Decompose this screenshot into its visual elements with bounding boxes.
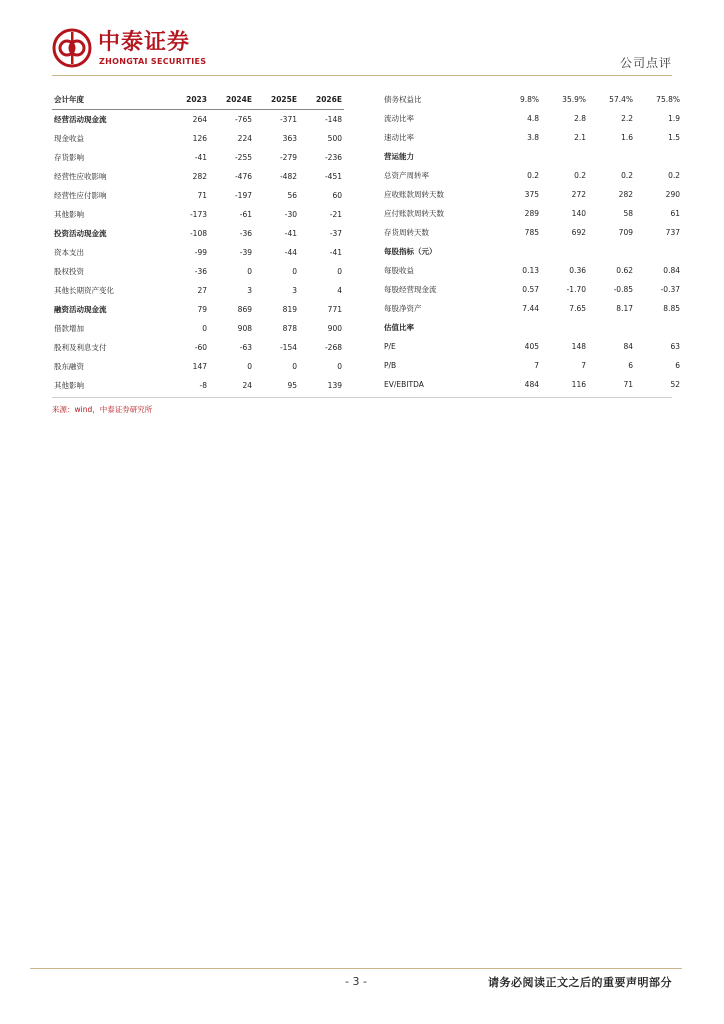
row-value: 709 bbox=[618, 228, 633, 237]
row-value bbox=[494, 147, 541, 166]
row-value: 737 bbox=[665, 228, 680, 237]
row-label: 应付账款周转天数 bbox=[384, 209, 444, 218]
row-value: 63 bbox=[670, 342, 680, 351]
table-row bbox=[382, 280, 682, 299]
table-row bbox=[52, 319, 344, 338]
row-value: 116 bbox=[571, 380, 586, 389]
row-value: 1.6 bbox=[621, 133, 633, 142]
row-value: 264 bbox=[192, 115, 207, 124]
row-value: 0.62 bbox=[616, 266, 633, 275]
row-label: 经营性应付影响 bbox=[54, 191, 107, 200]
row-value: 4 bbox=[337, 286, 342, 295]
table-row bbox=[52, 300, 344, 319]
row-value: -279 bbox=[279, 153, 297, 162]
logo-english-name: ZHONGTAI SECURITIES bbox=[99, 57, 207, 66]
header-cell: 2025E bbox=[254, 90, 299, 110]
row-value: 2.1 bbox=[574, 133, 586, 142]
table-row bbox=[52, 357, 344, 376]
row-value: 0 bbox=[337, 267, 342, 276]
table-header-row bbox=[52, 90, 344, 110]
row-label: 现金收益 bbox=[54, 134, 84, 143]
row-value: 0 bbox=[292, 362, 297, 371]
table-row bbox=[382, 375, 682, 394]
page-header bbox=[0, 0, 724, 82]
header-cell: 2023 bbox=[164, 90, 209, 110]
table-row bbox=[382, 147, 682, 166]
row-label: 每股经营现金流 bbox=[384, 285, 437, 294]
row-value: 1.9 bbox=[668, 114, 680, 123]
row-value: 60 bbox=[332, 191, 342, 200]
row-value: 57.4% bbox=[609, 95, 633, 104]
row-value: 4.8 bbox=[527, 114, 539, 123]
row-value: 289 bbox=[524, 209, 539, 218]
row-value: -8 bbox=[199, 381, 207, 390]
row-value: 908 bbox=[237, 324, 252, 333]
table-row bbox=[382, 223, 682, 242]
row-value: 126 bbox=[192, 134, 207, 143]
row-value: 0 bbox=[247, 267, 252, 276]
row-value: 0.84 bbox=[663, 266, 680, 275]
header-cell: 会计年度 bbox=[52, 90, 164, 110]
row-value: 0.2 bbox=[574, 171, 586, 180]
row-label: 每股净资产 bbox=[384, 304, 422, 313]
row-label: 估值比率 bbox=[384, 323, 414, 332]
row-value: -37 bbox=[329, 229, 342, 238]
row-value: -60 bbox=[194, 343, 207, 352]
row-value: 0.2 bbox=[668, 171, 680, 180]
row-value: 282 bbox=[192, 172, 207, 181]
row-label: P/B bbox=[384, 361, 397, 370]
row-value: 8.17 bbox=[616, 304, 633, 313]
row-value: -61 bbox=[239, 210, 252, 219]
row-value bbox=[494, 318, 541, 337]
row-value: 2.2 bbox=[621, 114, 633, 123]
row-value: 500 bbox=[327, 134, 342, 143]
row-value: -30 bbox=[284, 210, 297, 219]
row-value: 61 bbox=[670, 209, 680, 218]
row-value bbox=[635, 318, 682, 337]
row-value: 3 bbox=[292, 286, 297, 295]
row-value: 375 bbox=[524, 190, 539, 199]
logo-chinese-name: 中泰证券 bbox=[98, 30, 191, 55]
cash-flow-table bbox=[52, 90, 344, 395]
row-value: 139 bbox=[327, 381, 342, 390]
row-value bbox=[588, 318, 635, 337]
row-label: 存货周转天数 bbox=[384, 228, 429, 237]
row-value: 35.9% bbox=[562, 95, 586, 104]
row-label: P/E bbox=[384, 342, 396, 351]
row-value: -236 bbox=[324, 153, 342, 162]
row-value: -108 bbox=[189, 229, 207, 238]
row-label: EV/EBITDA bbox=[384, 380, 424, 389]
row-value bbox=[588, 242, 635, 261]
row-value: 869 bbox=[237, 305, 252, 314]
footer-divider bbox=[30, 968, 682, 969]
table-row bbox=[382, 166, 682, 185]
table-row bbox=[52, 129, 344, 148]
company-logo bbox=[52, 28, 222, 72]
row-value: 878 bbox=[282, 324, 297, 333]
ratio-table bbox=[382, 90, 682, 394]
row-value: 75.8% bbox=[656, 95, 680, 104]
row-value: -482 bbox=[279, 172, 297, 181]
table-row bbox=[382, 185, 682, 204]
row-value: -451 bbox=[324, 172, 342, 181]
row-label: 其他长期资产变化 bbox=[54, 286, 114, 295]
row-value: 3.8 bbox=[527, 133, 539, 142]
table-row bbox=[382, 261, 682, 280]
table-row bbox=[382, 109, 682, 128]
row-value: 819 bbox=[282, 305, 297, 314]
row-value: -154 bbox=[279, 343, 297, 352]
header-divider bbox=[52, 75, 672, 76]
row-value: 224 bbox=[237, 134, 252, 143]
financial-tables bbox=[52, 90, 680, 400]
row-value: 3 bbox=[247, 286, 252, 295]
table-row bbox=[382, 299, 682, 318]
table-row bbox=[52, 205, 344, 224]
row-value: 52 bbox=[670, 380, 680, 389]
row-label: 每股收益 bbox=[384, 266, 414, 275]
row-value: 900 bbox=[327, 324, 342, 333]
row-value: 771 bbox=[327, 305, 342, 314]
row-value: -173 bbox=[189, 210, 207, 219]
table-row bbox=[382, 337, 682, 356]
row-value bbox=[494, 242, 541, 261]
row-value: 0.57 bbox=[522, 285, 539, 294]
row-label: 经营活动现金流 bbox=[54, 115, 107, 124]
row-value: 7 bbox=[534, 361, 539, 370]
row-value: 95 bbox=[287, 381, 297, 390]
table-row bbox=[382, 128, 682, 147]
row-value: 148 bbox=[571, 342, 586, 351]
row-value: -44 bbox=[284, 248, 297, 257]
table-bottom-divider bbox=[52, 397, 672, 398]
row-value: 9.8% bbox=[519, 95, 539, 104]
row-label: 投资活动现金流 bbox=[54, 229, 107, 238]
row-value: 272 bbox=[571, 190, 586, 199]
table-row bbox=[52, 281, 344, 300]
row-value: 71 bbox=[623, 380, 633, 389]
row-value: -268 bbox=[324, 343, 342, 352]
row-value: 484 bbox=[524, 380, 539, 389]
source-note: 来源：wind，中泰证券研究所 bbox=[52, 405, 153, 414]
row-value: -41 bbox=[194, 153, 207, 162]
row-value: 6 bbox=[628, 361, 633, 370]
page-number: - 3 - bbox=[345, 975, 367, 988]
row-value: 27 bbox=[197, 286, 207, 295]
row-value: 7.44 bbox=[522, 304, 539, 313]
row-value: 0 bbox=[292, 267, 297, 276]
row-label: 其他影响 bbox=[54, 210, 84, 219]
table-row bbox=[52, 243, 344, 262]
row-value: -197 bbox=[234, 191, 252, 200]
zhongtai-logo-icon bbox=[52, 28, 92, 68]
row-label: 股权投资 bbox=[54, 267, 84, 276]
row-value: 7 bbox=[581, 361, 586, 370]
row-value: -21 bbox=[329, 210, 342, 219]
row-value: 8.85 bbox=[663, 304, 680, 313]
row-value: -99 bbox=[194, 248, 207, 257]
row-value: 56 bbox=[287, 191, 297, 200]
row-value: 58 bbox=[623, 209, 633, 218]
row-value: 147 bbox=[192, 362, 207, 371]
row-value: -476 bbox=[234, 172, 252, 181]
row-value: 6 bbox=[675, 361, 680, 370]
row-value: 71 bbox=[197, 191, 207, 200]
row-label: 借款增加 bbox=[54, 324, 84, 333]
row-label: 股利及利息支付 bbox=[54, 343, 107, 352]
header-cell: 2024E bbox=[209, 90, 254, 110]
disclaimer-note: 请务必阅读正文之后的重要声明部分 bbox=[488, 976, 672, 989]
row-value: 0 bbox=[337, 362, 342, 371]
table-row bbox=[52, 338, 344, 357]
row-value: -255 bbox=[234, 153, 252, 162]
row-value bbox=[541, 242, 588, 261]
row-value: -41 bbox=[284, 229, 297, 238]
table-row bbox=[52, 148, 344, 167]
row-value: -36 bbox=[194, 267, 207, 276]
header-cell: 2026E bbox=[299, 90, 344, 110]
row-value: 290 bbox=[665, 190, 680, 199]
table-row bbox=[52, 224, 344, 243]
row-label: 速动比率 bbox=[384, 133, 414, 142]
row-label: 股东融资 bbox=[54, 362, 84, 371]
row-value: 140 bbox=[571, 209, 586, 218]
row-value: 692 bbox=[571, 228, 586, 237]
row-label: 总资产周转率 bbox=[384, 171, 429, 180]
table-row bbox=[52, 376, 344, 395]
row-value bbox=[541, 318, 588, 337]
row-label: 资本支出 bbox=[54, 248, 84, 257]
row-value: -0.85 bbox=[613, 285, 633, 294]
row-label: 营运能力 bbox=[384, 152, 414, 161]
row-value: 785 bbox=[524, 228, 539, 237]
row-value: 7.65 bbox=[569, 304, 586, 313]
row-value bbox=[541, 147, 588, 166]
row-value: 0.36 bbox=[569, 266, 586, 275]
row-value: 79 bbox=[197, 305, 207, 314]
row-label: 融资活动现金流 bbox=[54, 305, 107, 314]
row-value: 363 bbox=[282, 134, 297, 143]
row-label: 存货影响 bbox=[54, 153, 84, 162]
row-value: 282 bbox=[618, 190, 633, 199]
table-row bbox=[52, 186, 344, 205]
table-row bbox=[382, 318, 682, 337]
table-row bbox=[382, 242, 682, 261]
row-label: 经营性应收影响 bbox=[54, 172, 107, 181]
row-value bbox=[588, 147, 635, 166]
row-label: 债务权益比 bbox=[384, 95, 422, 104]
row-value: -0.37 bbox=[660, 285, 680, 294]
row-value: -148 bbox=[324, 115, 342, 124]
row-value: 2.8 bbox=[574, 114, 586, 123]
row-value: -765 bbox=[234, 115, 252, 124]
row-value: -41 bbox=[329, 248, 342, 257]
row-value: 0.2 bbox=[621, 171, 633, 180]
row-value: 1.5 bbox=[668, 133, 680, 142]
row-value: 84 bbox=[623, 342, 633, 351]
row-value: 24 bbox=[242, 381, 252, 390]
row-value: -1.70 bbox=[566, 285, 586, 294]
table-row bbox=[52, 110, 344, 130]
row-label: 每股指标（元） bbox=[384, 247, 437, 256]
row-value bbox=[635, 147, 682, 166]
row-value: -371 bbox=[279, 115, 297, 124]
row-value bbox=[635, 242, 682, 261]
document-type: 公司点评 bbox=[619, 56, 672, 70]
table-row bbox=[382, 90, 682, 109]
row-value: -63 bbox=[239, 343, 252, 352]
row-value: -36 bbox=[239, 229, 252, 238]
row-value: 0.2 bbox=[527, 171, 539, 180]
row-value: 0 bbox=[202, 324, 207, 333]
table-row bbox=[52, 167, 344, 186]
row-value: 0 bbox=[247, 362, 252, 371]
row-value: 0.13 bbox=[522, 266, 539, 275]
table-row bbox=[382, 356, 682, 375]
row-label: 应收账款周转天数 bbox=[384, 190, 444, 199]
row-value: -39 bbox=[239, 248, 252, 257]
table-row bbox=[52, 262, 344, 281]
row-label: 流动比率 bbox=[384, 114, 414, 123]
table-row bbox=[382, 204, 682, 223]
row-label: 其他影响 bbox=[54, 381, 84, 390]
row-value: 405 bbox=[524, 342, 539, 351]
